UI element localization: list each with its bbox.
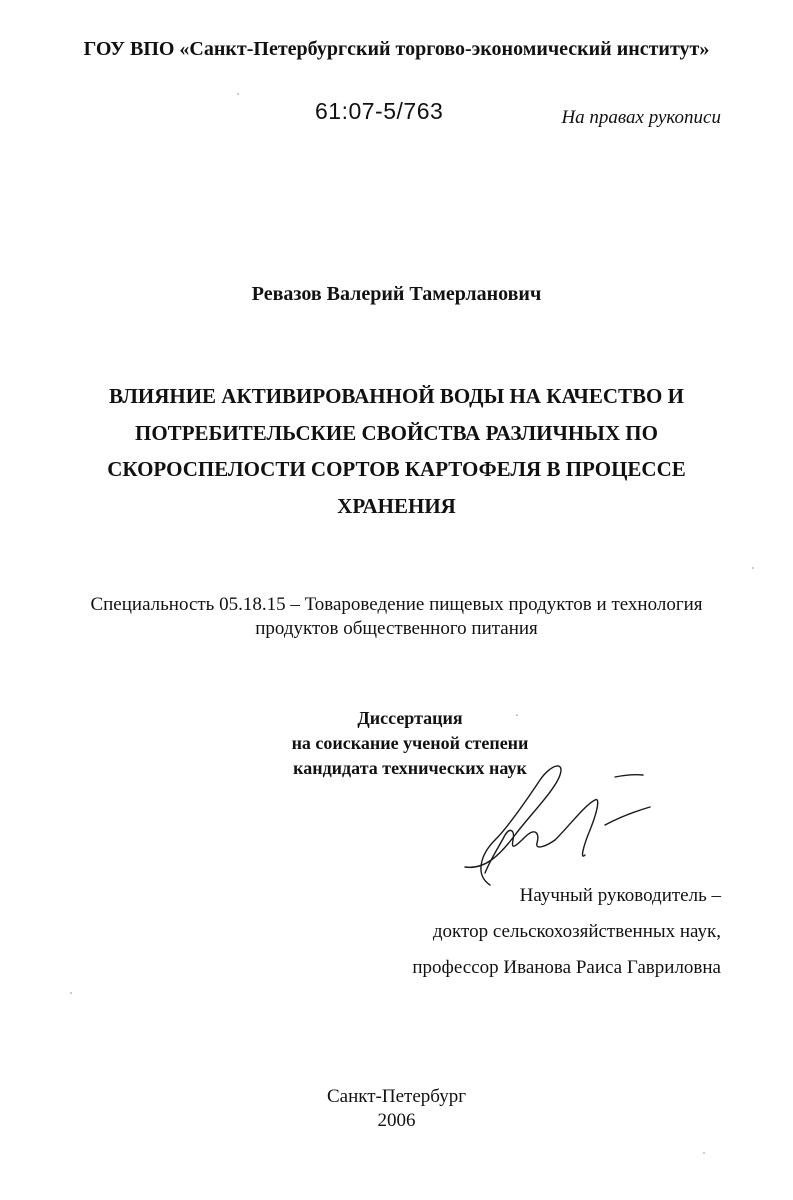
handwritten-signature xyxy=(455,755,675,895)
author-name: Ревазов Валерий Тамерланович xyxy=(251,283,542,305)
specialty-line: продуктов общественного питания xyxy=(255,618,538,639)
institution-header: ГОУ ВПО «Санкт-Петербургский торгово-экономический институт» xyxy=(83,38,710,60)
dissertation-title xyxy=(0,378,793,524)
scan-speck xyxy=(237,93,239,95)
degree-line: кандидата технических наук xyxy=(293,758,527,778)
title-line: ВЛИЯНИЕ АКТИВИРОВАННОЙ ВОДЫ НА КАЧЕСТВО И xyxy=(109,384,684,408)
scientific-advisor xyxy=(412,878,721,986)
advisor-line: доктор сельскохозяйственных наук, xyxy=(432,921,721,942)
scan-speck xyxy=(70,992,72,994)
city: Санкт-Петербург xyxy=(326,1086,466,1107)
place-and-year xyxy=(0,1085,793,1133)
specialty xyxy=(0,593,793,641)
title-line: СКОРОСПЕЛОСТИ СОРТОВ КАРТОФЕЛЯ В ПРОЦЕССЕ xyxy=(107,457,686,481)
catalog-code: 61:07-5/763 xyxy=(315,98,444,124)
advisor-line: Научный руководитель – xyxy=(519,885,721,906)
scan-speck xyxy=(516,714,518,716)
title-line: ПОТРЕБИТЕЛЬСКИЕ СВОЙСТВА РАЗЛИЧНЫХ ПО xyxy=(135,420,658,445)
advisor-line: профессор Иванова Раиса Гавриловна xyxy=(412,957,721,978)
rights-note: На правах рукописи xyxy=(561,107,721,128)
title-line: ХРАНЕНИЯ xyxy=(337,493,456,518)
scan-speck xyxy=(752,567,754,569)
specialty-line: Специальность 05.18.15 – Товароведение пищевых продуктов и технология xyxy=(90,594,703,615)
degree-line: на соискание ученой степени xyxy=(291,733,529,753)
year: 2006 xyxy=(377,1110,416,1131)
scan-speck xyxy=(703,1152,705,1154)
degree-line: Диссертация xyxy=(357,708,463,728)
